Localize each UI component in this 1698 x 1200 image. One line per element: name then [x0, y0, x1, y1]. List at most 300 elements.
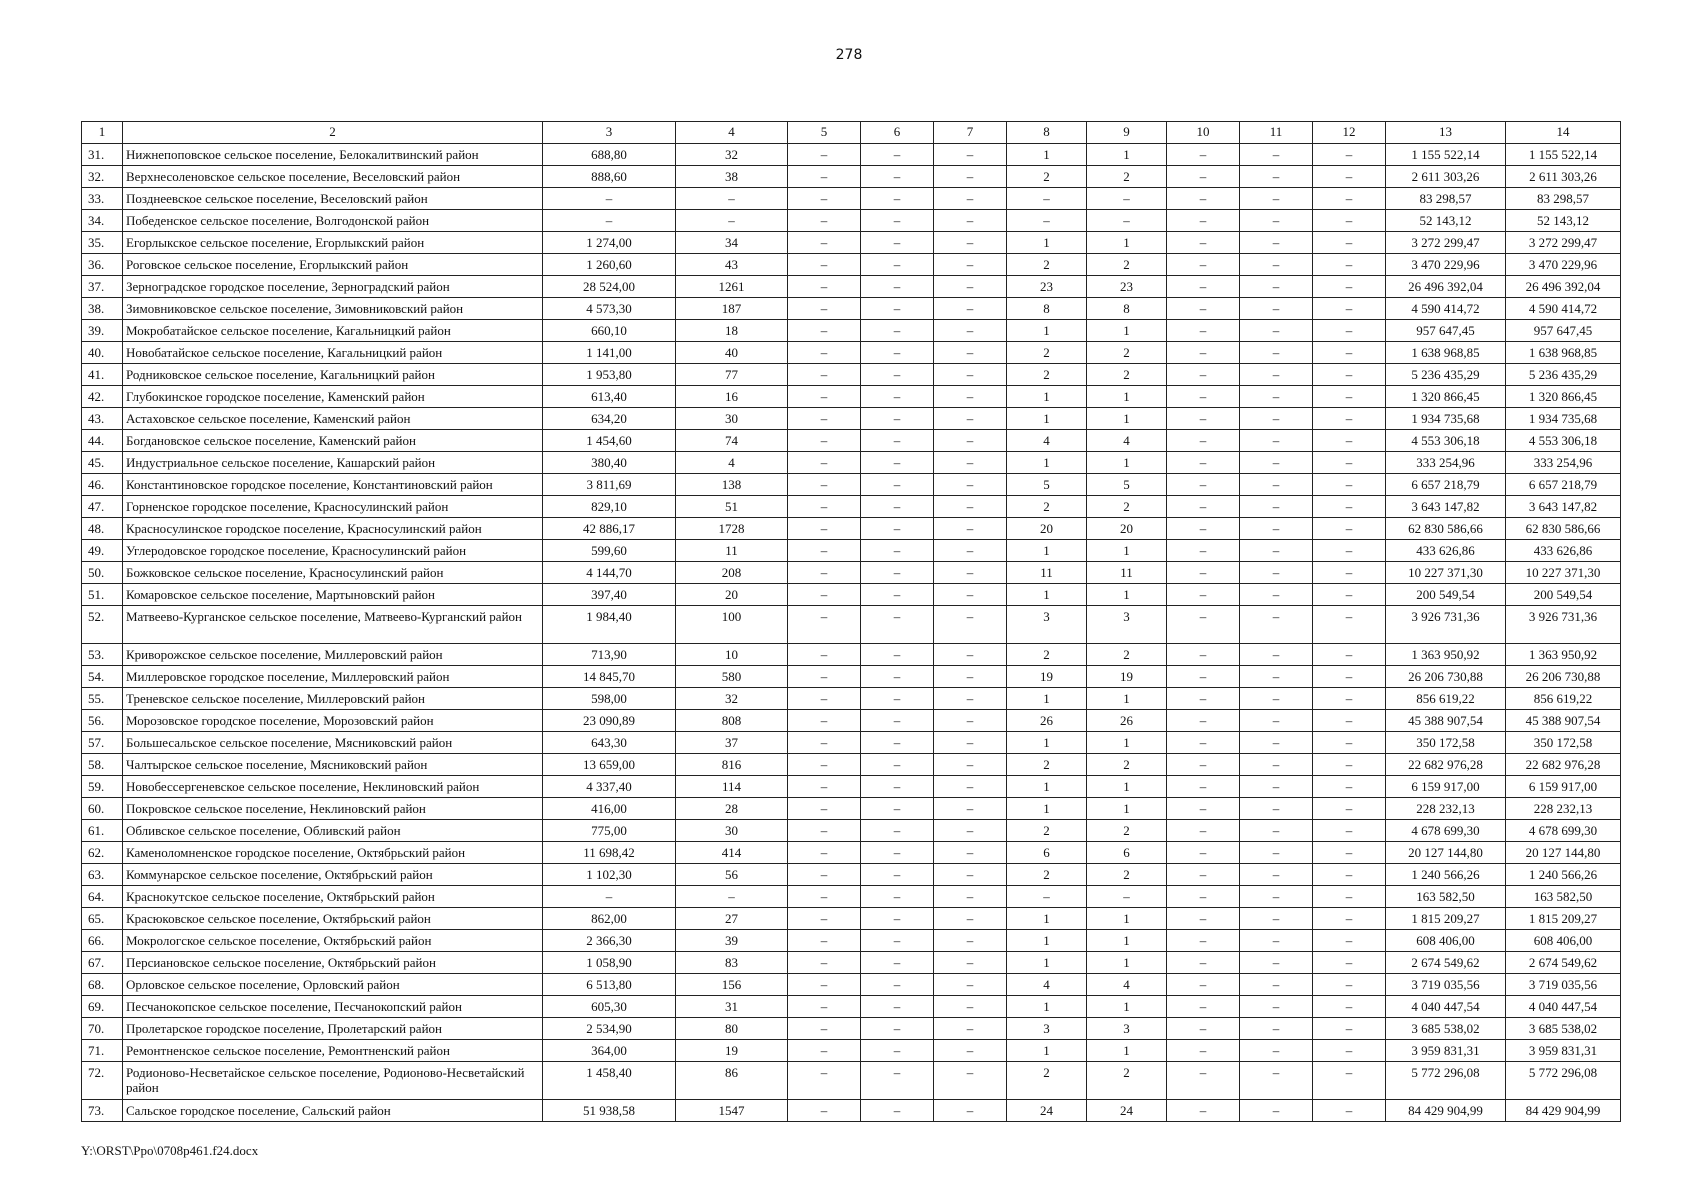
- col-5-cell: –: [788, 820, 861, 842]
- col-3-cell: 1 984,40: [543, 606, 676, 644]
- col-11-cell: –: [1240, 820, 1313, 842]
- col-9-cell: 6: [1087, 842, 1167, 864]
- col-14-cell: 3 272 299,47: [1506, 232, 1621, 254]
- col-4-cell: 18: [676, 320, 788, 342]
- col-6-cell: –: [861, 1040, 934, 1062]
- col-5-cell: –: [788, 732, 861, 754]
- col-12-cell: –: [1313, 842, 1386, 864]
- col-6-cell: –: [861, 232, 934, 254]
- col-14-cell: 3 926 731,36: [1506, 606, 1621, 644]
- settlement-name-cell: Мокрологское сельское поселение, Октябрьский район: [123, 930, 543, 952]
- col-13-cell: 6 159 917,00: [1386, 776, 1506, 798]
- col-14-cell: 1 815 209,27: [1506, 908, 1621, 930]
- col-3-cell: 416,00: [543, 798, 676, 820]
- col-10-cell: –: [1167, 276, 1240, 298]
- col-12-cell: –: [1313, 754, 1386, 776]
- col-4-cell: 16: [676, 386, 788, 408]
- col-13-cell: 2 611 303,26: [1386, 166, 1506, 188]
- col-7-cell: –: [934, 996, 1007, 1018]
- col-3-cell: 634,20: [543, 408, 676, 430]
- col-13-cell: 3 719 035,56: [1386, 974, 1506, 996]
- col-9-cell: 2: [1087, 1062, 1167, 1100]
- col-7-cell: –: [934, 1018, 1007, 1040]
- table-row: [82, 386, 1621, 408]
- col-13-cell: 4 590 414,72: [1386, 298, 1506, 320]
- col-8-cell: 1: [1007, 386, 1087, 408]
- row-number-cell: 43.: [82, 408, 123, 430]
- col-5-cell: –: [788, 474, 861, 496]
- col-14-cell: 2 674 549,62: [1506, 952, 1621, 974]
- col-14-cell: 6 657 218,79: [1506, 474, 1621, 496]
- col-9-cell: 1: [1087, 996, 1167, 1018]
- col-10-cell: –: [1167, 562, 1240, 584]
- col-14-cell: 4 678 699,30: [1506, 820, 1621, 842]
- col-14-cell: 3 959 831,31: [1506, 1040, 1621, 1062]
- col-14-cell: 856 619,22: [1506, 688, 1621, 710]
- table-row: [82, 710, 1621, 732]
- col-10-cell: –: [1167, 496, 1240, 518]
- col-7-cell: –: [934, 1100, 1007, 1122]
- col-8-cell: 2: [1007, 364, 1087, 386]
- col-7-cell: –: [934, 144, 1007, 166]
- col-14-cell: 22 682 976,28: [1506, 754, 1621, 776]
- col-11-cell: –: [1240, 232, 1313, 254]
- col-8-cell: 2: [1007, 496, 1087, 518]
- col-4-cell: 86: [676, 1062, 788, 1100]
- col-4-cell: 80: [676, 1018, 788, 1040]
- settlement-name-cell: Большесальское сельское поселение, Мясниковский район: [123, 732, 543, 754]
- col-8-cell: 2: [1007, 254, 1087, 276]
- col-7-cell: –: [934, 688, 1007, 710]
- settlement-name-cell: Верхнесоленовское сельское поселение, Веселовский район: [123, 166, 543, 188]
- col-8-cell: –: [1007, 188, 1087, 210]
- table-row: [82, 776, 1621, 798]
- row-number-cell: 38.: [82, 298, 123, 320]
- col-11-cell: –: [1240, 1100, 1313, 1122]
- col-13-cell: 163 582,50: [1386, 886, 1506, 908]
- row-number-cell: 62.: [82, 842, 123, 864]
- col-5-cell: –: [788, 1040, 861, 1062]
- col-4-cell: 40: [676, 342, 788, 364]
- table-row: [82, 518, 1621, 540]
- col-13-cell: 2 674 549,62: [1386, 952, 1506, 974]
- col-7-cell: –: [934, 666, 1007, 688]
- col-10-cell: –: [1167, 1062, 1240, 1100]
- table-row: [82, 320, 1621, 342]
- col-3-cell: 28 524,00: [543, 276, 676, 298]
- col-8-cell: 1: [1007, 320, 1087, 342]
- col-9-cell: 2: [1087, 864, 1167, 886]
- col-8-cell: 2: [1007, 166, 1087, 188]
- col-3-cell: 775,00: [543, 820, 676, 842]
- col-10-cell: –: [1167, 754, 1240, 776]
- col-9-cell: 4: [1087, 974, 1167, 996]
- col-8-cell: 1: [1007, 688, 1087, 710]
- col-12-cell: –: [1313, 798, 1386, 820]
- col-8-cell: 11: [1007, 562, 1087, 584]
- settlement-name-cell: Сальское городское поселение, Сальский район: [123, 1100, 543, 1122]
- table-row: [82, 562, 1621, 584]
- col-12-cell: –: [1313, 606, 1386, 644]
- col-14-cell: 1 934 735,68: [1506, 408, 1621, 430]
- col-3-cell: 42 886,17: [543, 518, 676, 540]
- col-7-cell: –: [934, 474, 1007, 496]
- col-4-cell: 11: [676, 540, 788, 562]
- col-14-cell: 4 553 306,18: [1506, 430, 1621, 452]
- col-9-cell: 1: [1087, 688, 1167, 710]
- col-4-cell: 39: [676, 930, 788, 952]
- col-3-cell: 1 260,60: [543, 254, 676, 276]
- col-11-cell: –: [1240, 452, 1313, 474]
- row-number-cell: 36.: [82, 254, 123, 276]
- col-12-cell: –: [1313, 732, 1386, 754]
- col-12-cell: –: [1313, 188, 1386, 210]
- col-14-cell: 350 172,58: [1506, 732, 1621, 754]
- col-13-cell: 228 232,13: [1386, 798, 1506, 820]
- col-5-cell: –: [788, 144, 861, 166]
- row-number-cell: 58.: [82, 754, 123, 776]
- settlement-name-cell: Родионово-Несветайское сельское поселение, Родионово-Несветайский район: [123, 1062, 543, 1100]
- row-number-cell: 57.: [82, 732, 123, 754]
- col-7-cell: –: [934, 710, 1007, 732]
- col-7-cell: –: [934, 452, 1007, 474]
- col-14-cell: 228 232,13: [1506, 798, 1621, 820]
- col-11-cell: –: [1240, 732, 1313, 754]
- col-12-cell: –: [1313, 496, 1386, 518]
- col-8-cell: 4: [1007, 974, 1087, 996]
- table-row: [82, 886, 1621, 908]
- row-number-cell: 47.: [82, 496, 123, 518]
- col-10-cell: –: [1167, 166, 1240, 188]
- col-7-cell: –: [934, 908, 1007, 930]
- row-number-cell: 66.: [82, 930, 123, 952]
- col-11-cell: –: [1240, 474, 1313, 496]
- row-number-cell: 53.: [82, 644, 123, 666]
- col-14-cell: 3 685 538,02: [1506, 1018, 1621, 1040]
- col-8-cell: –: [1007, 886, 1087, 908]
- row-number-cell: 56.: [82, 710, 123, 732]
- col-13-cell: 1 240 566,26: [1386, 864, 1506, 886]
- col-8-cell: 23: [1007, 276, 1087, 298]
- col-13-cell: 83 298,57: [1386, 188, 1506, 210]
- settlement-name-cell: Красюковское сельское поселение, Октябрьский район: [123, 908, 543, 930]
- col-13-cell: 3 643 147,82: [1386, 496, 1506, 518]
- table-body: [82, 144, 1621, 1122]
- col-3-cell: 605,30: [543, 996, 676, 1018]
- col-7-cell: –: [934, 518, 1007, 540]
- col-11-cell: –: [1240, 496, 1313, 518]
- col-4-cell: –: [676, 886, 788, 908]
- col-9-cell: 1: [1087, 584, 1167, 606]
- col-4-cell: 1547: [676, 1100, 788, 1122]
- col-7-cell: –: [934, 842, 1007, 864]
- col-9-cell: 2: [1087, 166, 1167, 188]
- col-11-cell: –: [1240, 842, 1313, 864]
- row-number-cell: 37.: [82, 276, 123, 298]
- col-14-cell: 1 155 522,14: [1506, 144, 1621, 166]
- col-6-cell: –: [861, 952, 934, 974]
- row-number-cell: 31.: [82, 144, 123, 166]
- col-5-cell: –: [788, 908, 861, 930]
- col-14-cell: 2 611 303,26: [1506, 166, 1621, 188]
- col-5-cell: –: [788, 842, 861, 864]
- col-13-cell: 3 926 731,36: [1386, 606, 1506, 644]
- col-13-cell: 4 678 699,30: [1386, 820, 1506, 842]
- col-3-cell: 1 141,00: [543, 342, 676, 364]
- col-6-cell: –: [861, 908, 934, 930]
- table-row: [82, 430, 1621, 452]
- settlement-name-cell: Красносулинское городское поселение, Красносулинский район: [123, 518, 543, 540]
- col-13-cell: 608 406,00: [1386, 930, 1506, 952]
- row-number-cell: 64.: [82, 886, 123, 908]
- col-13-cell: 3 959 831,31: [1386, 1040, 1506, 1062]
- col-5-cell: –: [788, 386, 861, 408]
- settlement-name-cell: Егорлыкское сельское поселение, Егорлыкский район: [123, 232, 543, 254]
- row-number-cell: 52.: [82, 606, 123, 644]
- col-11-cell: –: [1240, 1062, 1313, 1100]
- col-4-cell: 28: [676, 798, 788, 820]
- col-14-cell: 3 719 035,56: [1506, 974, 1621, 996]
- col-9-cell: 1: [1087, 320, 1167, 342]
- col-9-cell: 1: [1087, 144, 1167, 166]
- col-3-cell: 14 845,70: [543, 666, 676, 688]
- header-cell-2: 2: [123, 122, 543, 144]
- col-3-cell: 397,40: [543, 584, 676, 606]
- row-number-cell: 33.: [82, 188, 123, 210]
- col-5-cell: –: [788, 1018, 861, 1040]
- row-number-cell: 61.: [82, 820, 123, 842]
- data-table: [81, 121, 1621, 1122]
- table-row: [82, 908, 1621, 930]
- col-8-cell: 20: [1007, 518, 1087, 540]
- col-6-cell: –: [861, 386, 934, 408]
- col-8-cell: 1: [1007, 908, 1087, 930]
- col-5-cell: –: [788, 430, 861, 452]
- col-6-cell: –: [861, 584, 934, 606]
- col-9-cell: 8: [1087, 298, 1167, 320]
- col-9-cell: 2: [1087, 644, 1167, 666]
- col-9-cell: 3: [1087, 606, 1167, 644]
- col-3-cell: 6 513,80: [543, 974, 676, 996]
- col-3-cell: 1 102,30: [543, 864, 676, 886]
- col-5-cell: –: [788, 518, 861, 540]
- col-11-cell: –: [1240, 710, 1313, 732]
- header-row: [82, 122, 1621, 144]
- col-3-cell: 1 953,80: [543, 364, 676, 386]
- col-13-cell: 856 619,22: [1386, 688, 1506, 710]
- col-7-cell: –: [934, 364, 1007, 386]
- col-13-cell: 22 682 976,28: [1386, 754, 1506, 776]
- col-9-cell: 1: [1087, 408, 1167, 430]
- settlement-name-cell: Новобессергеневское сельское поселение, Неклиновский район: [123, 776, 543, 798]
- col-14-cell: 200 549,54: [1506, 584, 1621, 606]
- col-3-cell: 599,60: [543, 540, 676, 562]
- col-5-cell: –: [788, 210, 861, 232]
- col-12-cell: –: [1313, 974, 1386, 996]
- col-10-cell: –: [1167, 320, 1240, 342]
- col-11-cell: –: [1240, 584, 1313, 606]
- row-number-cell: 70.: [82, 1018, 123, 1040]
- table-row: [82, 474, 1621, 496]
- table-row: [82, 798, 1621, 820]
- col-11-cell: –: [1240, 908, 1313, 930]
- table-row: [82, 364, 1621, 386]
- col-10-cell: –: [1167, 732, 1240, 754]
- settlement-name-cell: Роговское сельское поселение, Егорлыкский район: [123, 254, 543, 276]
- col-12-cell: –: [1313, 540, 1386, 562]
- row-number-cell: 41.: [82, 364, 123, 386]
- col-9-cell: 1: [1087, 908, 1167, 930]
- col-11-cell: –: [1240, 886, 1313, 908]
- col-10-cell: –: [1167, 798, 1240, 820]
- row-number-cell: 71.: [82, 1040, 123, 1062]
- col-11-cell: –: [1240, 210, 1313, 232]
- col-11-cell: –: [1240, 754, 1313, 776]
- col-12-cell: –: [1313, 452, 1386, 474]
- col-8-cell: 1: [1007, 732, 1087, 754]
- col-7-cell: –: [934, 540, 1007, 562]
- col-6-cell: –: [861, 754, 934, 776]
- col-13-cell: 3 685 538,02: [1386, 1018, 1506, 1040]
- col-7-cell: –: [934, 754, 1007, 776]
- col-6-cell: –: [861, 886, 934, 908]
- col-10-cell: –: [1167, 776, 1240, 798]
- col-4-cell: 56: [676, 864, 788, 886]
- col-6-cell: –: [861, 688, 934, 710]
- col-9-cell: 1: [1087, 732, 1167, 754]
- table-row: [82, 210, 1621, 232]
- col-14-cell: 52 143,12: [1506, 210, 1621, 232]
- col-6-cell: –: [861, 798, 934, 820]
- settlement-name-cell: Победенское сельское поселение, Волгодонской район: [123, 210, 543, 232]
- col-12-cell: –: [1313, 430, 1386, 452]
- col-8-cell: 1: [1007, 996, 1087, 1018]
- col-12-cell: –: [1313, 364, 1386, 386]
- col-12-cell: –: [1313, 688, 1386, 710]
- col-10-cell: –: [1167, 606, 1240, 644]
- col-11-cell: –: [1240, 364, 1313, 386]
- col-11-cell: –: [1240, 386, 1313, 408]
- col-10-cell: –: [1167, 408, 1240, 430]
- settlement-name-cell: Матвеево-Курганское сельское поселение, Матвеево-Курганский район: [123, 606, 543, 644]
- col-12-cell: –: [1313, 666, 1386, 688]
- col-9-cell: 2: [1087, 820, 1167, 842]
- footer-file-path: Y:\ORST\Ppo\0708p461.f24.docx: [81, 1143, 259, 1158]
- col-14-cell: 3 470 229,96: [1506, 254, 1621, 276]
- settlement-name-cell: Индустриальное сельское поселение, Кашарский район: [123, 452, 543, 474]
- col-5-cell: –: [788, 166, 861, 188]
- header-cell-3: 3: [543, 122, 676, 144]
- col-9-cell: 1: [1087, 452, 1167, 474]
- col-6-cell: –: [861, 1062, 934, 1100]
- col-8-cell: 3: [1007, 606, 1087, 644]
- col-4-cell: 4: [676, 452, 788, 474]
- col-6-cell: –: [861, 732, 934, 754]
- col-5-cell: –: [788, 562, 861, 584]
- settlement-name-cell: Морозовское городское поселение, Морозовский район: [123, 710, 543, 732]
- col-3-cell: 4 573,30: [543, 298, 676, 320]
- row-number-cell: 65.: [82, 908, 123, 930]
- col-6-cell: –: [861, 666, 934, 688]
- col-9-cell: –: [1087, 886, 1167, 908]
- col-9-cell: 11: [1087, 562, 1167, 584]
- settlement-name-cell: Пролетарское городское поселение, Пролетарский район: [123, 1018, 543, 1040]
- col-5-cell: –: [788, 496, 861, 518]
- col-3-cell: 1 458,40: [543, 1062, 676, 1100]
- col-4-cell: 30: [676, 408, 788, 430]
- table-row: [82, 254, 1621, 276]
- col-13-cell: 26 206 730,88: [1386, 666, 1506, 688]
- table-row: [82, 974, 1621, 996]
- col-11-cell: –: [1240, 974, 1313, 996]
- col-5-cell: –: [788, 798, 861, 820]
- col-4-cell: –: [676, 210, 788, 232]
- row-number-cell: 40.: [82, 342, 123, 364]
- col-4-cell: 74: [676, 430, 788, 452]
- col-3-cell: 1 454,60: [543, 430, 676, 452]
- col-12-cell: –: [1313, 562, 1386, 584]
- col-14-cell: 433 626,86: [1506, 540, 1621, 562]
- col-5-cell: –: [788, 952, 861, 974]
- col-5-cell: –: [788, 320, 861, 342]
- col-10-cell: –: [1167, 210, 1240, 232]
- col-8-cell: 1: [1007, 584, 1087, 606]
- col-10-cell: –: [1167, 254, 1240, 276]
- col-13-cell: 1 815 209,27: [1386, 908, 1506, 930]
- col-3-cell: 4 337,40: [543, 776, 676, 798]
- col-6-cell: –: [861, 1018, 934, 1040]
- col-10-cell: –: [1167, 298, 1240, 320]
- row-number-cell: 44.: [82, 430, 123, 452]
- col-6-cell: –: [861, 1100, 934, 1122]
- row-number-cell: 55.: [82, 688, 123, 710]
- col-12-cell: –: [1313, 408, 1386, 430]
- col-9-cell: 1: [1087, 930, 1167, 952]
- col-6-cell: –: [861, 364, 934, 386]
- col-3-cell: 2 366,30: [543, 930, 676, 952]
- settlement-name-cell: Позднеевское сельское поселение, Веселовский район: [123, 188, 543, 210]
- settlement-name-cell: Коммунарское сельское поселение, Октябрьский район: [123, 864, 543, 886]
- col-8-cell: 3: [1007, 1018, 1087, 1040]
- col-9-cell: 23: [1087, 276, 1167, 298]
- col-7-cell: –: [934, 820, 1007, 842]
- col-11-cell: –: [1240, 562, 1313, 584]
- col-4-cell: 816: [676, 754, 788, 776]
- col-3-cell: 4 144,70: [543, 562, 676, 584]
- row-number-cell: 68.: [82, 974, 123, 996]
- col-4-cell: 43: [676, 254, 788, 276]
- table-row: [82, 732, 1621, 754]
- settlement-name-cell: Углеродовское городское поселение, Красносулинский район: [123, 540, 543, 562]
- col-7-cell: –: [934, 930, 1007, 952]
- table-row: [82, 820, 1621, 842]
- col-11-cell: –: [1240, 666, 1313, 688]
- col-8-cell: 2: [1007, 820, 1087, 842]
- col-10-cell: –: [1167, 710, 1240, 732]
- col-7-cell: –: [934, 1040, 1007, 1062]
- settlement-name-cell: Зерноградское городское поселение, Зерноградский район: [123, 276, 543, 298]
- col-8-cell: 4: [1007, 430, 1087, 452]
- row-number-cell: 67.: [82, 952, 123, 974]
- table-row: [82, 232, 1621, 254]
- col-9-cell: 2: [1087, 342, 1167, 364]
- col-10-cell: –: [1167, 430, 1240, 452]
- col-7-cell: –: [934, 342, 1007, 364]
- col-11-cell: –: [1240, 144, 1313, 166]
- col-4-cell: 31: [676, 996, 788, 1018]
- header-cell-14: 14: [1506, 122, 1621, 144]
- col-13-cell: 4 040 447,54: [1386, 996, 1506, 1018]
